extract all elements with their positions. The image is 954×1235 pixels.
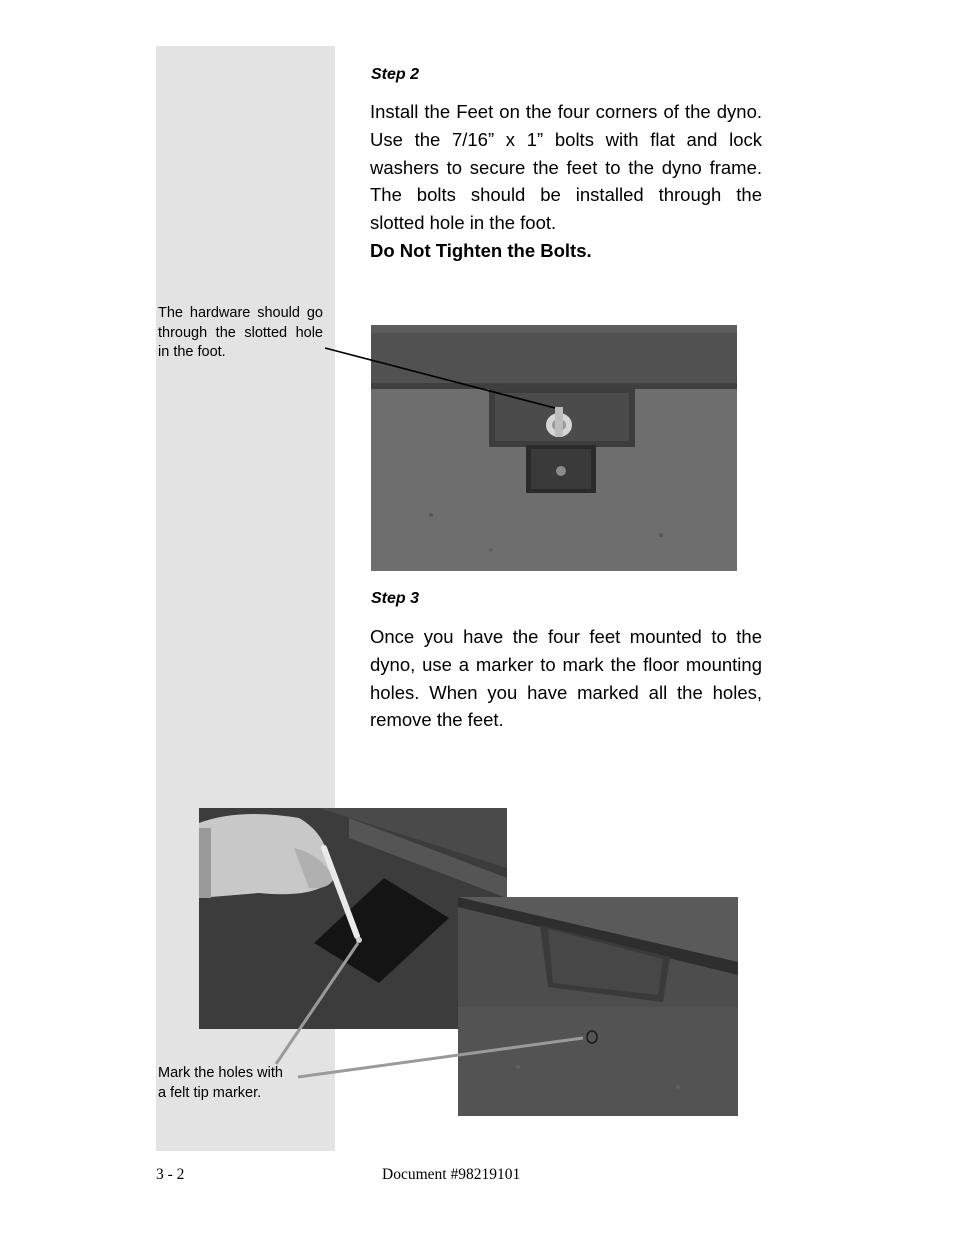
step2-warning: Do Not Tighten the Bolts. xyxy=(370,240,592,261)
marker-caption-line2: a felt tip marker. xyxy=(158,1084,262,1101)
step2-body: Install the Feet on the four corners of the dyno. Use the 7/16” x 1” bolts with flat and lock washers to secure the feet to the dyno frame. The bolts should be installed through the slotted hole in the foot. xyxy=(370,101,762,234)
step3-body: Once you have the four feet mounted to the dyno, use a marker to mark the floor mounting holes. When you have marked all the holes, remove the feet. xyxy=(370,626,762,731)
step2-heading: Step 2 xyxy=(371,66,420,83)
step3-heading: Step 3 xyxy=(371,590,420,607)
page-number: 3 - 2 xyxy=(156,1166,185,1183)
foot-hardware-caption: The hardware should go through the slotted hole in the foot. xyxy=(158,305,323,360)
document-number: Document #98219101 xyxy=(382,1166,521,1183)
marker-caption xyxy=(158,1064,323,1103)
marker-caption-line1: Mark the holes with xyxy=(158,1065,283,1081)
